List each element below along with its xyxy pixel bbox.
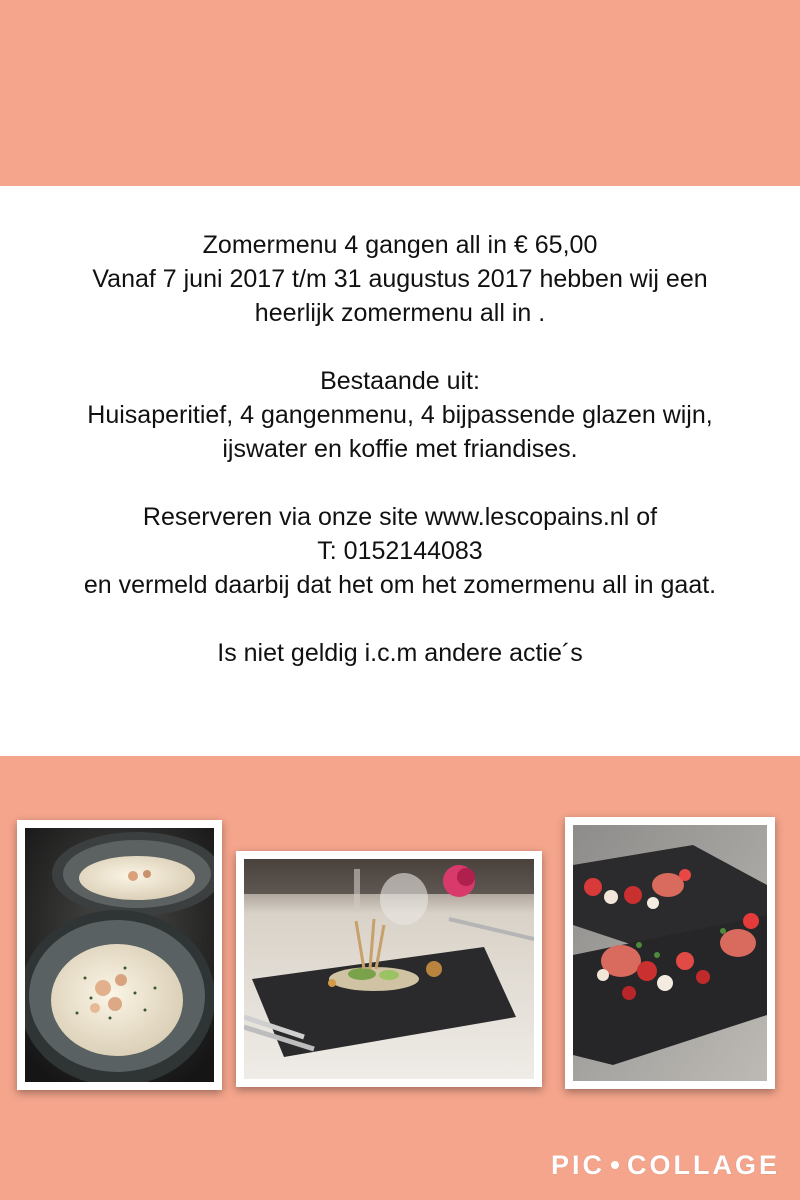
menu-period-line-1: Vanaf 7 juni 2017 t/m 31 augustus 2017 hebben wij een <box>92 265 708 293</box>
photo-starter <box>236 851 542 1087</box>
menu-period-line-2: heerlijk zomermenu all in . <box>254 299 546 327</box>
consists-line-1: Huisaperitief, 4 gangenmenu, 4 bijpassende glazen wijn, <box>87 401 713 429</box>
consists-line-2: ijswater en koffie met friandises. <box>222 435 578 463</box>
reserve-line-3: en vermeld daarbij dat het om het zomermenu all in gaat. <box>83 571 717 599</box>
dessert-image <box>573 825 767 1081</box>
menu-text <box>0 228 800 670</box>
consists-heading: Bestaande uit: <box>320 367 480 395</box>
reserve-phone: T: 0152144083 <box>317 537 483 565</box>
menu-title: Zomermenu 4 gangen all in € 65,00 <box>202 231 598 259</box>
photo-soup <box>17 820 222 1090</box>
pic-collage-watermark <box>551 1148 780 1182</box>
watermark-right: COLLAGE <box>627 1149 780 1180</box>
reserve-line-1: Reserveren via onze site www.lescopains.nl of <box>142 503 658 531</box>
starter-image <box>244 859 534 1079</box>
watermark-dot-icon <box>611 1161 619 1169</box>
photo-dessert <box>565 817 775 1089</box>
top-color-band <box>0 0 800 186</box>
soup-image <box>25 828 214 1082</box>
watermark-left: PIC <box>550 1149 605 1180</box>
disclaimer: Is niet geldig i.c.m andere actie´s <box>217 639 583 667</box>
menu-text-panel <box>0 186 800 756</box>
